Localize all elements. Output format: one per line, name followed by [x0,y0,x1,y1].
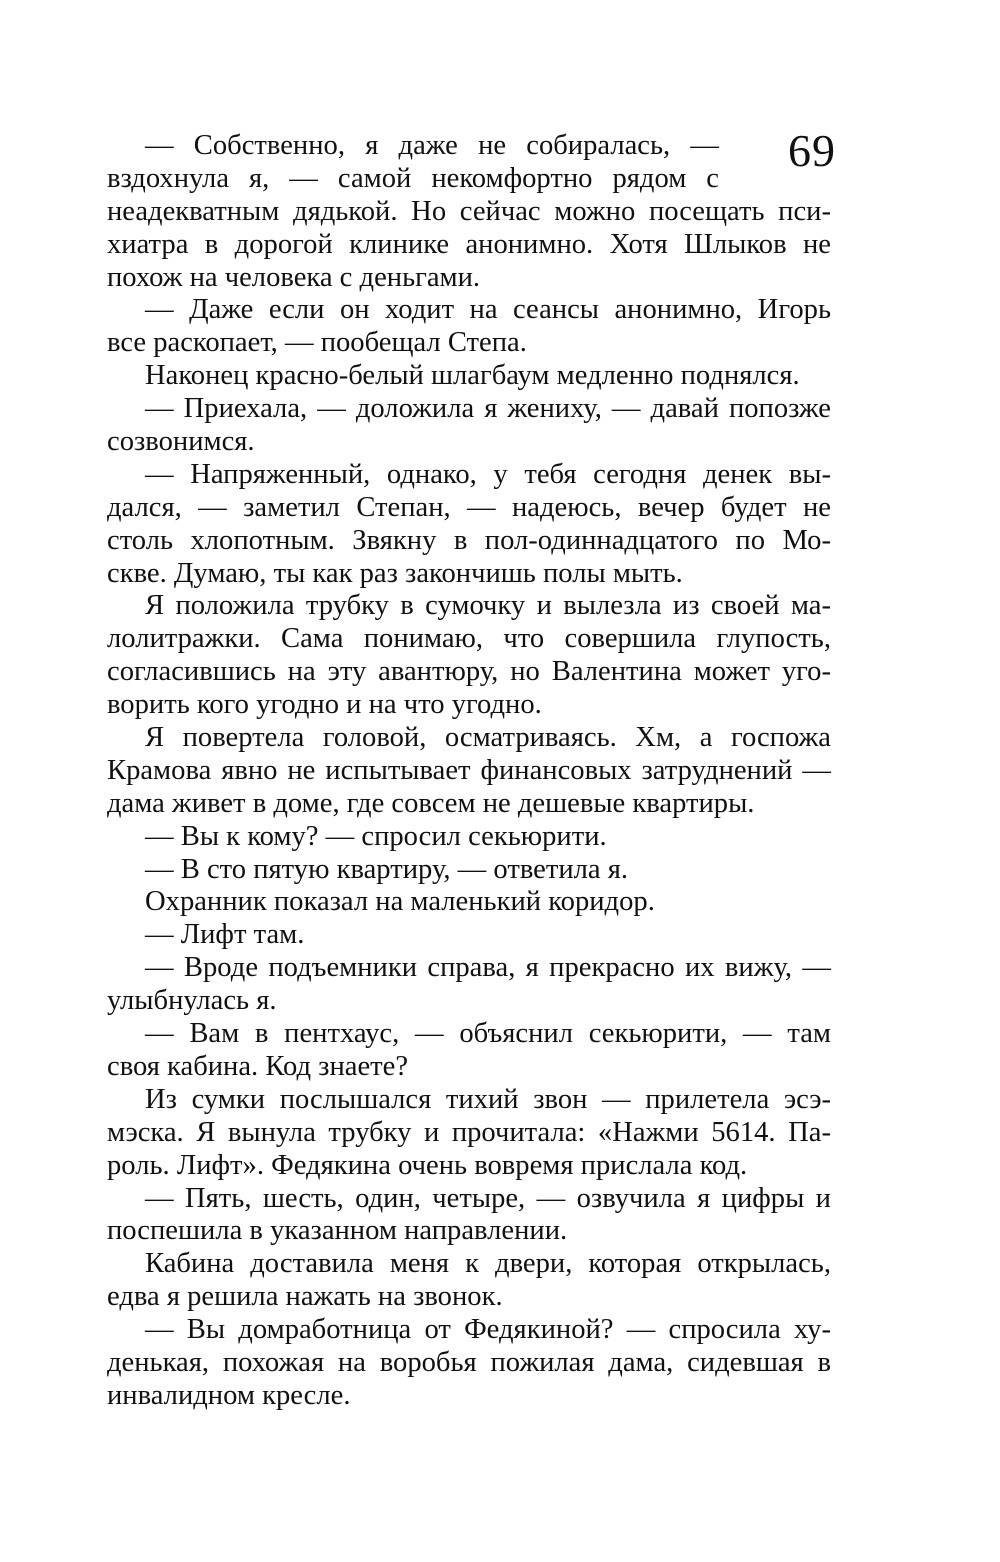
text-line: — Вроде подъемники справа, я прекрасно их вижу, — [145,952,831,984]
text-line: денькая, похожая на воробья пожилая дама, сидевшая в [107,1346,831,1378]
text-line: похож на человека с деньгами. [107,261,481,293]
body-text [107,130,831,1413]
text-line: — Лифт там. [145,919,305,951]
text-line: Наконец красно-белый шлагбаум медленно поднялся. [145,360,800,392]
text-line: Я повертела головой, осматриваясь. Хм, а госпожа [145,722,831,754]
text-line: согласившись на эту авантюру, но Валентина может уго- [107,656,831,688]
text-line: столь хлопотным. Звякну в пол-одиннадцатого по Мо- [107,524,831,556]
text-line: Охранник показал на маленький коридор. [145,886,655,918]
text-line: созвонимся. [107,426,255,458]
text-line: едва я решила нажать на звонок. [107,1281,503,1313]
text-line: — Вы к кому? — спросил секьюрити. [145,820,607,852]
text-line: — Напряженный, однако, у тебя сегодня денек вы- [145,458,831,490]
text-line: мэска. Я вынула трубку и прочитала: «Нажми 5614. Па- [107,1116,831,1148]
text-line: своя кабина. Код знаете? [107,1050,409,1082]
text-line: поспешила в указанном направлении. [107,1215,568,1247]
text-line: лолитражки. Сама понимаю, что совершила глупость, [107,623,831,655]
text-line: Из сумки послышался тихий звон — прилетела эсэ- [145,1083,831,1115]
text-line: — Собственно, я даже не собиралась, — [145,130,719,161]
text-line: — Даже если он ходит на сеансы анонимно, Игорь [145,294,831,326]
text-line: — Вы домработница от Федякиной? — спросила ху- [145,1314,831,1346]
page-number: 69 [788,125,836,176]
text-line: скве. Думаю, ты как раз закончишь полы мыть. [107,557,683,589]
text-line: Кабина доставила меня к двери, которая открылась, [145,1248,831,1280]
text-line: инвалидном кресле. [107,1379,351,1411]
text-line: улыбнулась я. [107,985,277,1017]
text-line: хиатра в дорогой клинике анонимно. Хотя Шлыков не [107,228,831,260]
text-line: — Приехала, — доложила я жениху, — давай попозже [145,393,831,425]
text-line: роль. Лифт». Федякина очень вовремя прислала код. [107,1149,748,1181]
text-line: ворить кого угодно и на что угодно. [107,689,542,721]
text-line: — Пять, шесть, один, четыре, — озвучила я цифры и [145,1182,831,1214]
text-line: дама живет в доме, где совсем не дешевые квартиры. [107,787,755,819]
text-line: — Вам в пентхаус, — объяснил секьюрити, — там [145,1018,831,1050]
text-line: неадекватным дядькой. Но сейчас можно посещать пси- [107,195,831,227]
text-line: Я положила трубку в сумочку и вылезла из своей ма- [145,590,831,622]
text-line: все раскопает, — пообещал Степа. [107,327,527,359]
text-line: вздохнула я, — самой некомфортно рядом с [107,162,719,194]
text-line: Крамова явно не испытывает финансовых затруднений — [107,754,831,786]
text-line: дался, — заметил Степан, — надеюсь, вечер будет не [107,491,831,523]
text-line: — В сто пятую квартиру, — ответила я. [145,853,629,885]
